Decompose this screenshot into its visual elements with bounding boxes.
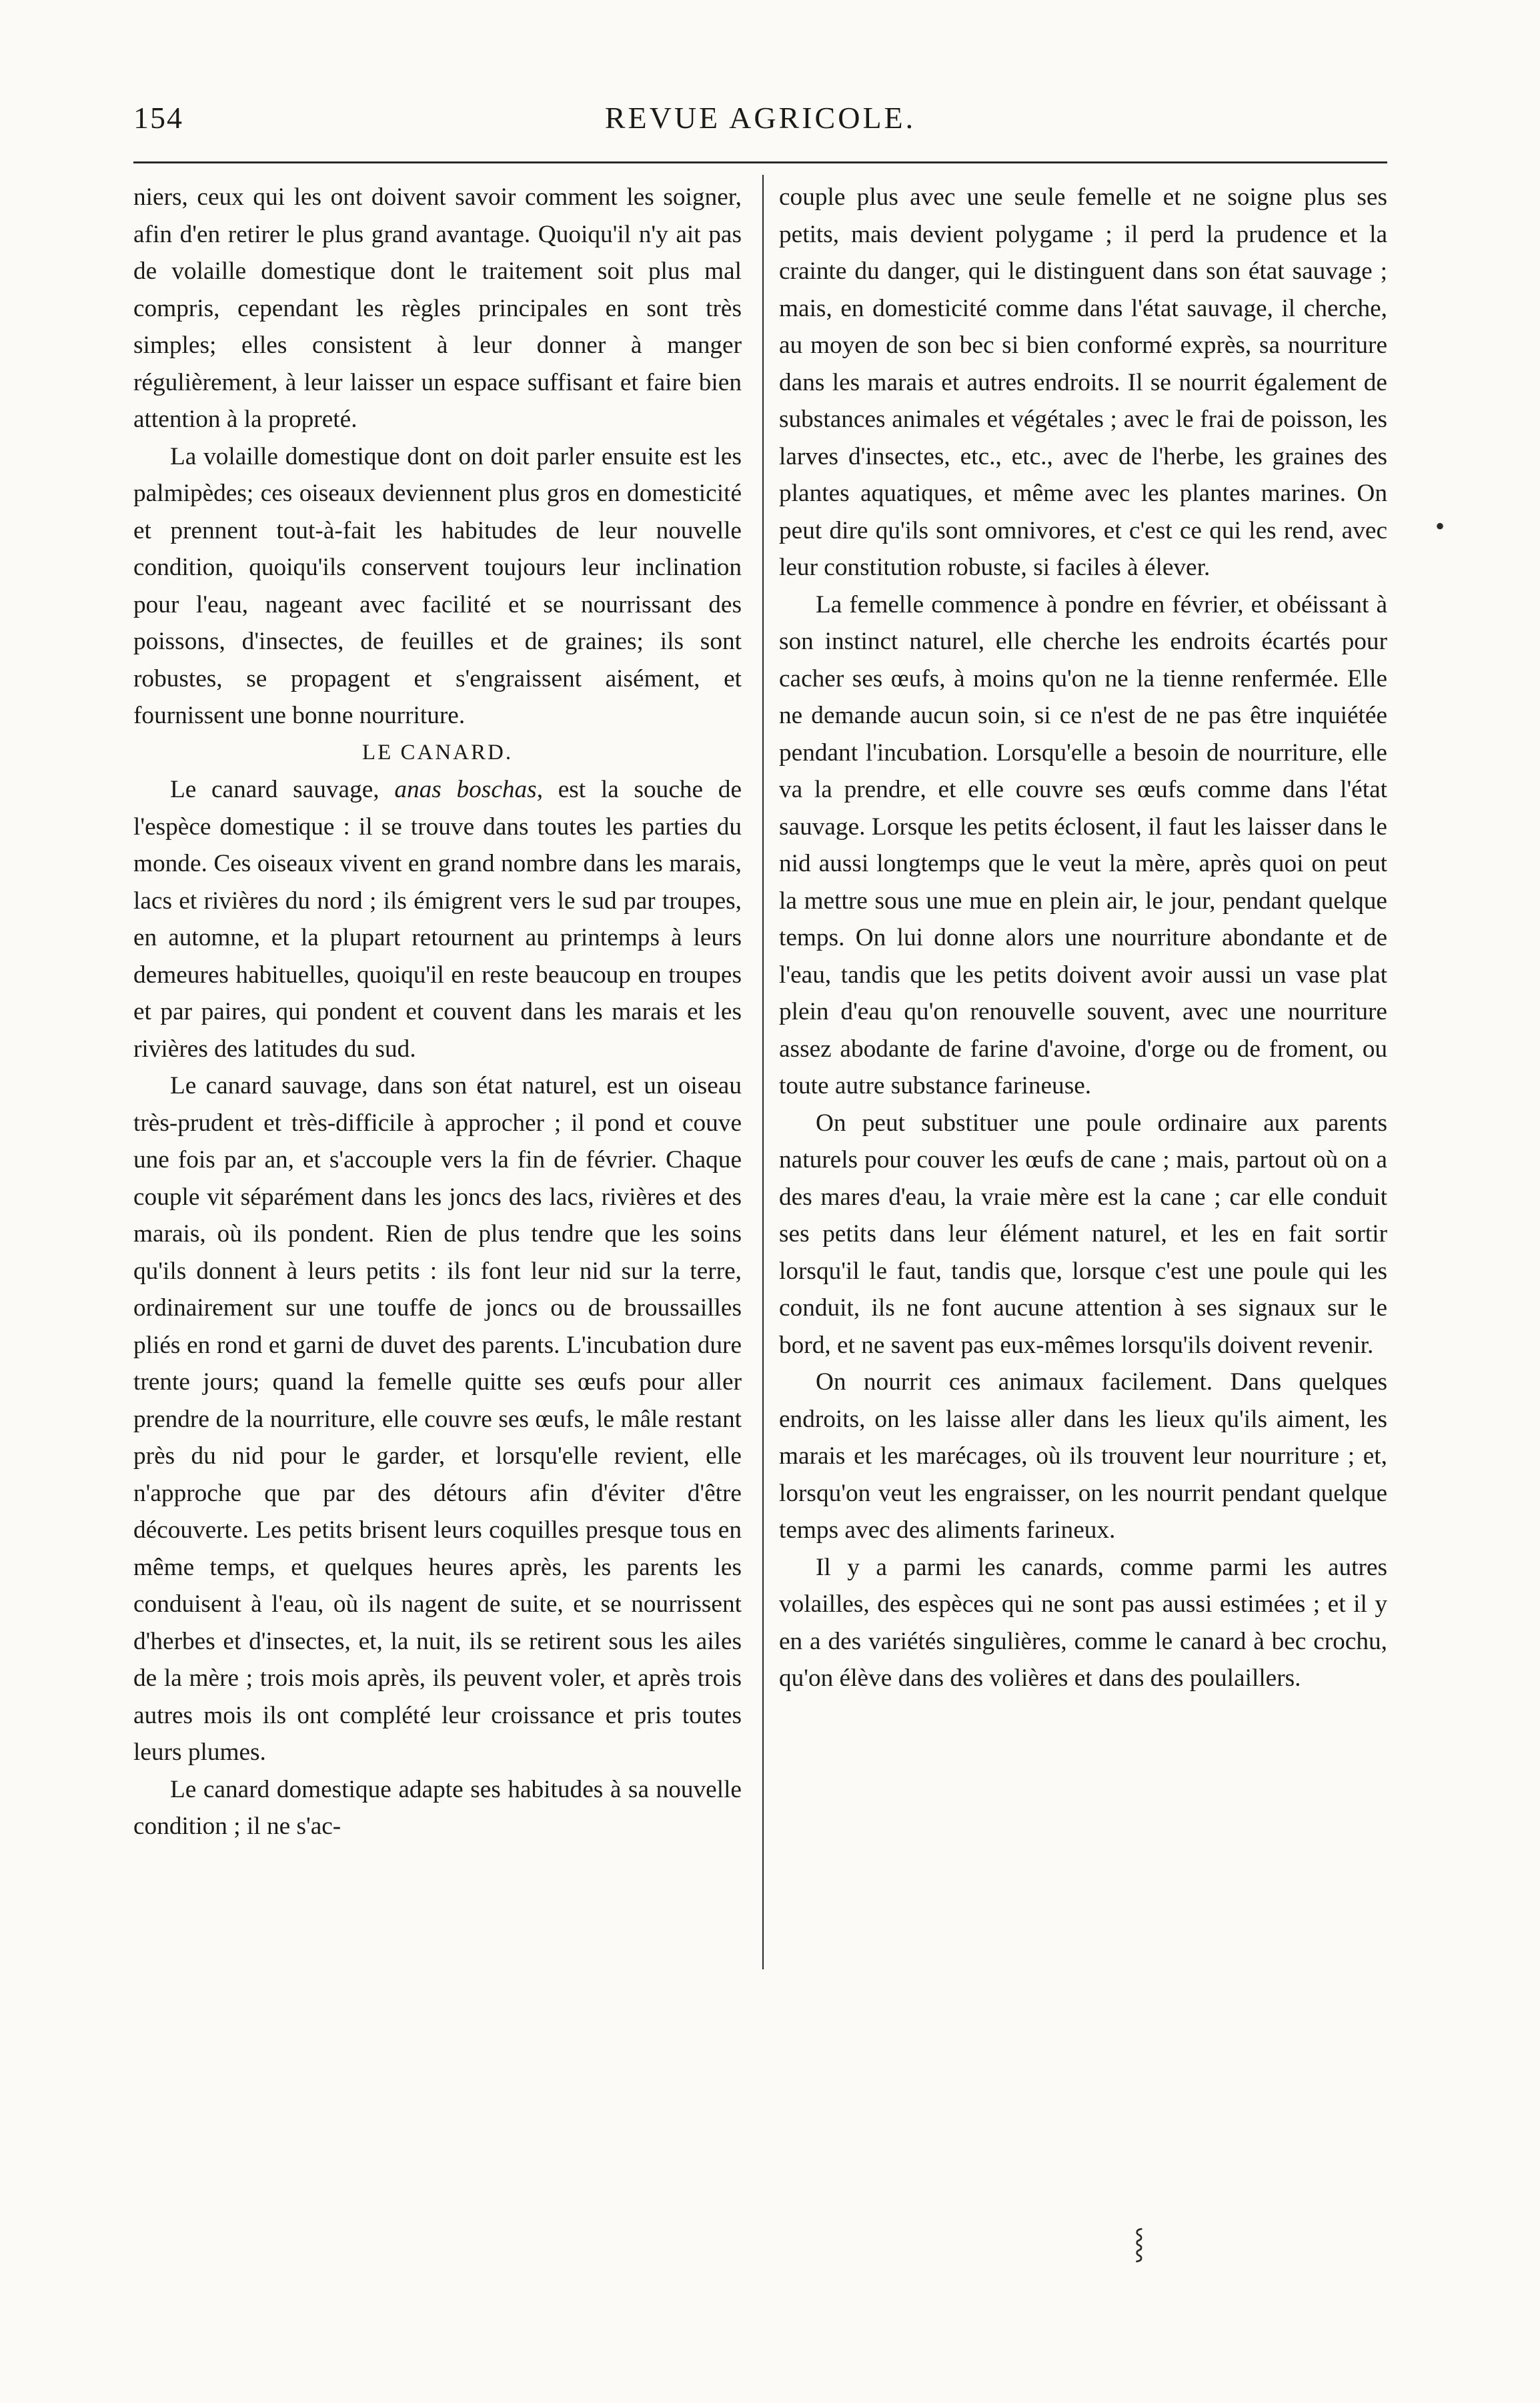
text-run: Le canard sauvage, [170,776,395,803]
right-column [779,179,1387,1697]
header-rule [133,161,1387,163]
paragraph: Le canard domestique adapte ses habitudes à sa nouvelle condition ; il ne s'ac- [133,1775,742,1840]
species-name: anas boschas [394,776,537,803]
ink-speck-mark: • [1435,511,1445,541]
ink-scribble-mark: ⸾ [1134,2227,1144,2260]
paragraph: La femelle commence à pondre en février, et obéissant à son instinct naturel, elle cherche les endroits écartés pour cacher ses œufs, à moins qu'on ne la tienne renfermée. Elle ne demande aucun soin, si ce n'est de ne pas être inquiétée pendant l'incubation. Lorsqu'elle a besoin de nourriture, elle va la prendre, et elle couvre ses œufs comme dans l'état sauvage. Lorsque les petits éclosent, il faut les laisser dans le nid aussi longtemps que le veut la mère, après quoi on peut la mettre sous une mue en plein air, le jour, pendant quelque temps. On lui donne alors une nourriture abondante et de l'eau, tandis que les petits doivent avoir aussi un vase plat plein d'eau qu'on renouvelle souvent, avec une nourriture assez abodante de farine d'avoine, d'orge ou de froment, ou toute autre substance farineuse. [779,590,1387,1099]
paragraph: Il y a parmi les canards, comme parmi les autres volailles, des espèces qui ne sont pas aussi estimées ; et il y en a des variétés singulières, comme le canard à bec crochu, qu'on élève dans des volières et dans des poulaillers. [779,1553,1387,1692]
left-column [133,179,742,1845]
paragraph: niers, ceux qui les ont doivent savoir comment les soigner, afin d'en retirer le plus grand avantage. Quoiqu'il n'y ait pas de volaille domestique dont le traitement soit plus mal compris, cependant les règles principales en sont très simples; elles consistent à leur donner à manger régulièrement, à leur laisser un espace suffisant et faire bien attention à la propreté. [133,183,742,433]
section-title: LE CANARD. [361,740,514,765]
paragraph: La volaille domestique dont on doit parler ensuite est les palmipèdes; ces oiseaux deviennent plus gros en domesticité et prennent tout-à-fait les habitudes de leur nouvelle condition, quoiqu'ils conservent toujours leur inclination pour l'eau, nageant avec facilité et se nourrissant des poissons, d'insectes, de feuilles et de graines; ils sont robustes, se propagent et s'engraissent aisément, et fournissent une bonne nourriture. [133,442,742,729]
running-title: REVUE AGRICOLE. [604,101,916,135]
paragraph [133,771,742,1067]
paragraph: On peut substituer une poule ordinaire aux parents naturels pour couver les œufs de cane ; mais, partout où on a des mares d'eau, la vraie mère est la cane ; car elle conduit ses petits dans leur élément naturel, et les en fait sortir lorsqu'il le faut, tandis que, lorsque c'est une poule qui les conduit, ils ne font aucune attention à ses signaux sur le bord, et ne savent pas eux-mêmes lorsqu'ils doivent revenir. [779,1109,1387,1359]
paragraph: Le canard sauvage, dans son état naturel, est un oiseau très-prudent et très-difficile à approcher ; il pond et couve une fois par an, et s'accouple vers la fin de février. Chaque couple vit séparément dans les joncs des lacs, rivières et des marais, où ils pondent. Rien de plus tendre que les soins qu'ils donnent à leurs petits : ils font leur nid sur la terre, ordinairement sur une touffe de joncs ou de broussailles pliés en rond et garni de duvet des parents. L'incubation dure trente jours; quand la femelle quitte ses œufs pour aller prendre de la nourriture, elle couvre ses œufs, le mâle restant près du nid pour le garder, et lorsqu'elle revient, elle n'approche que par des détours afin d'éviter d'être découverte. Les petits brisent leurs coquilles presque tous en même temps, et quelques heures après, les parents les conduisent à l'eau, où ils nagent de suite, et se nourrissent d'herbes et d'insectes, et, la nuit, ils se retirent sous les ailes de la mère ; trois mois après, ils peuvent voler, et après trois autres mois ils ont complété leur croissance et pris toutes leurs plumes. [133,1072,742,1766]
column-divider [762,175,764,1969]
page-number: 154 [133,101,183,135]
paragraph: On nourrit ces animaux facilement. Dans quelques endroits, on les laisse aller dans les lieux qu'ils aiment, les marais et les marécages, où ils trouvent leur nourriture ; et, lorsqu'on veut les engraisser, on les nourrit pendant quelque temps avec des aliments farineux. [779,1368,1387,1544]
text-run: , est la souche de l'espèce domestique : il se trouve dans toutes les parties du monde. Ces oiseaux vivent en grand nombre dans les marais, lacs et rivières du nord ; ils émigrent vers le sud par troupes, en automne, et la plupart retournent au printemps à leurs demeures habituelles, quoiqu'il en reste beaucoup en troupes et par paires, qui pondent et couvent dans les marais et les rivières des latitudes du sud. [133,776,742,1063]
page-header [133,100,1387,140]
paragraph: couple plus avec une seule femelle et ne soigne plus ses petits, mais devient polygame ; il perd la prudence et la crainte du danger, qui le distinguent dans son état sauvage ; mais, en domesticité comme dans l'état sauvage, il cherche, au moyen de son bec si bien conformé exprès, sa nourriture dans les marais et autres endroits. Il se nourrit également de substances animales et végétales ; avec le frai de poisson, les larves d'insectes, etc., etc., avec de l'herbe, les graines des plantes aquatiques, et même avec les plantes marines. On peut dire qu'ils sont omnivores, et c'est ce qui les rend, avec leur constitution robuste, si faciles à élever. [779,183,1387,581]
